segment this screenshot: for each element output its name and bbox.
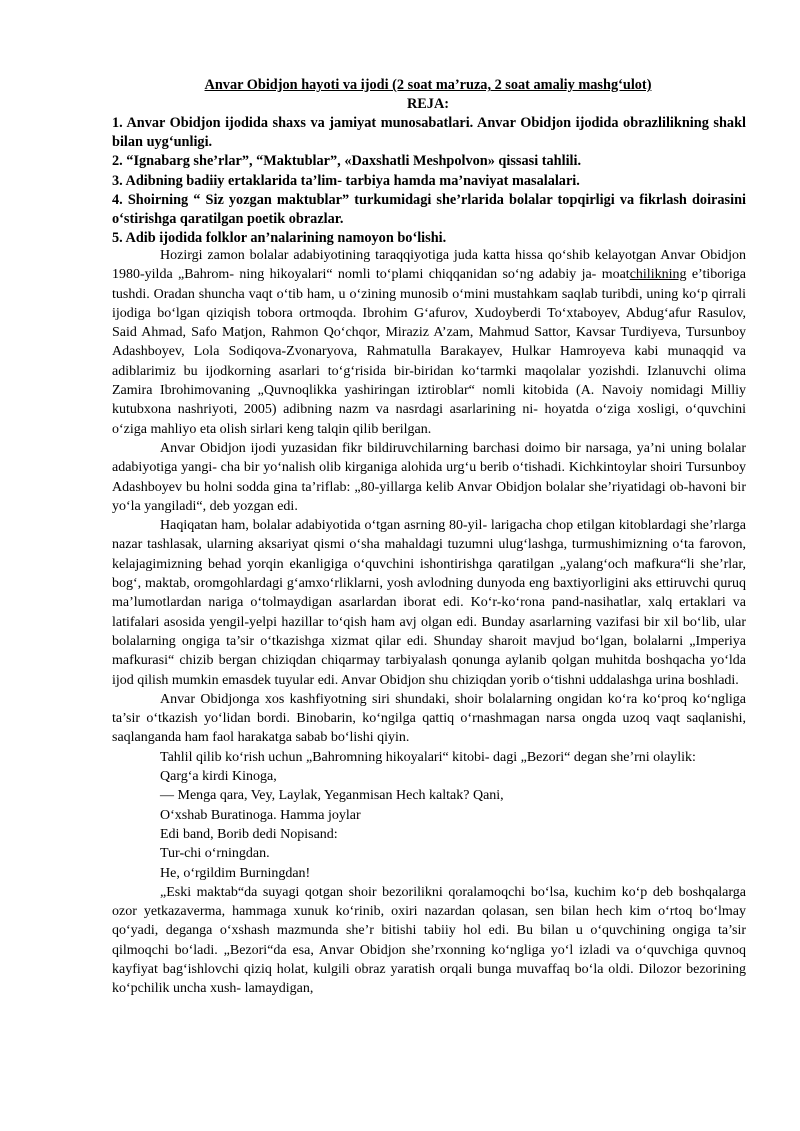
paragraph: Tahlil qilib ko‘rish uchun „Bahromning hikoyalari“ kitobi- dagi „Bezori“ degan she’rni olaylik: (160, 749, 696, 765)
paragraph: Haqiqatan ham, bolalar adabiyotida o‘tgan asrning 80-yil- larigacha chop etilgan kitoblardagi she’rlarga nazar tashlasak, ularning aksariyat qismi o‘sha mahaldagi tuzumni ulug‘lashga, turmushimizning o‘ta farovon, kelajagimizning behad yorqin ekanligiga o‘quvchini ishontirishga qaratilgan „yalang‘och mafkura“li she’rlar, bog‘, maktab, oromgohlardagi g‘amxo‘rliklarni, yosh avlodning dunyoda eng baxtiyorligini aks ettiruvchi quruq ma’lumotlardan nariga o‘tolmaydigan asarlardan iborat edi. Ko‘r-ko‘rona pand-nasihatlar, xalq ertaklari va latifalari asosida yengil-yelpi hazillar to‘qish ham avj olgan edi. Bunday asarlarning vazifasi bir xil bo‘lib, ular bolalarning ongiga ta’sir o‘tkazishga xizmat qilar edi. Shunday sharoit mavjud bo‘lgan, bolalarni „Imperiya mafkurasi“ chizib bergan chiziqdan chiqarmay tarbiyalash qonunga aylanib qolgan muhitda boshqacha yo‘lda ijod qilish mumkin emasdek tuyular edi. Anvar Obidjon shu chiziqdan yorib o‘tishni uddalashga urina boshladi. (112, 518, 746, 688)
plan-heading: REJA: (406, 96, 450, 112)
paragraph: Anvar Obidjonga xos kashfiyotning siri shundaki, shoir bolalarning ongidan ko‘ra ko‘proq ko‘ngliga ta’sir o‘tkazish yo‘lidan bordi. Binobarin, ko‘ngilga qattiq o‘rnashmagan narsa ongda uzoq vaqt saqlanishi, saqlanganda ham faol harakatga sabab bo‘lishi qiyin. (112, 691, 746, 746)
plan-item: 5. Adib ijodida folklor an’nalarining namoyon bo‘lishi. (112, 230, 447, 247)
plan-item: 4. Shoirning “ Siz yozgan maktublar” turkumidagi she’rlarida bolalar topqirligi va fikrlash doirasini o‘stirishga qaratilgan poetik obrazlar. (112, 191, 746, 228)
poem-line: — Menga qara, Vey, Laylak, Yeganmisan Hech kaltak? Qani, (160, 788, 504, 804)
paragraph: „Eski maktab“da suyagi qotgan shoir bezorilikni qoralamoqchi bo‘lsa, kuchim ko‘p deb boshqalarga ozor yetkazaverma, hammaga xunuk ko‘rinib, oxiri nazardan qolasan, sen bilan hech kim o‘rtoq bo‘lmay qo‘yadi, deganga o‘xshash mazmunda she’r bitishi tabiiy hol edi. Bu bilan u o‘quvchining ongiga ta’sir qilmoqchi bo‘ladi. „Bezori“da esa, Anvar Obidjon she’rxonning ko‘ngliga yo‘l izladi va o‘quvchiga quvnoq kayfiyat bag‘ishlovchi qiziq holat, kulgili obraz yaratish orqali bunga muvaffaq bo‘la oldi. Dilozor bezorining ko‘pchilik uncha xush- lamaydigan, (112, 884, 746, 997)
plan-list (112, 114, 746, 248)
poem-block (112, 767, 746, 883)
poem-line: He, o‘rgildim Burningdan! (160, 865, 311, 881)
body-text (112, 246, 746, 999)
plan-item: 3. Adibning badiiy ertaklarida ta’lim- tarbiya hamda ma’naviyat masalalari. (112, 172, 580, 189)
poem-line: O‘xshab Buratinoga. Hamma joylar (160, 807, 361, 823)
paragraph-text: e’tiboriga tushdi. Oradan shuncha vaqt o‘tib ham, u o‘zining munosib o‘mini mustahkam saqlab turibdi, uning ko‘p qirrali ijodiga bo‘lgan qiziqish tobora ortmoqda. Ibrohim G‘afurov, Xudoyberdi To‘xtaboyev, Abdug‘afur Rasulov, Said Ahmad, Safo Matjon, Rahmon Qo‘chqor, Miraziz A’zam, Mahmud Sattor, Kavsar Turdiyeva, Tursunboy Adashboyev, Lola Sodiqova-Zvonaryova, Rahmatulla Barakayev, Hulkar Hamroyeva kabi munaqqid va adiblarimiz bu ijodkorning asarlari to‘g‘risida bir-biridan ko‘tarmki maqolalar yozishdi. Izlanuvchi olima Zamira Ibrohimovaning „Quvnoqlikka yashiringan iztiroblar“ nomli kitobida (A. Navoiy nomidagi Milliy kutubxona nashriyoti, 2005) adibning nazm va nasrdagi asarlarining ni- hoyatda o‘ziga xosligi, o‘quvchini o‘ziga mahliyo eta olish sirlari keng talqin qilib berilgan. (112, 267, 747, 437)
plan-item: 2. “Ignabarg she’rlar”, “Maktublar”, «Daxshatli Meshpolvon» qissasi tahlili. (112, 153, 582, 170)
paragraph (112, 246, 746, 439)
paragraph: Anvar Obidjon ijodi yuzasidan fikr bildiruvchilarning barchasi doimo bir narsaga, ya’ni uning bolalar adabiyotiga yangi- cha bir yo‘nalish olib kirganiga alohida urg‘u berib o‘tishadi. Kichkintoylar shoiri Tursunboy Adashboyev bu holni sodda gina ta’riflab: „80-yillarga kelib Anvar Obidjon bolalar she’riyatidagi ob-havoni bir yo‘la yangiladi“, deb yozgan edi. (112, 440, 746, 514)
paragraph-text: Hozirgi zamon bolalar adabiyotining taraqqiyotiga juda katta hissa qo‘shib kelayotgan Anvar Obidjon 1980-yilda „Bahrom- ning hikoyalari“ nomli to‘plami chiqqanidan so‘ng adabiy ja- moat (112, 248, 746, 283)
underlined-word: chilikning (629, 267, 687, 283)
poem-line: Edi band, Borib dedi Nopisand: (160, 826, 338, 842)
plan-item: 1. Anvar Obidjon ijodida shaxs va jamiyat munosabatlari. Anvar Obidjon ijodida obrazlilikning shakl bilan uyg‘unligi. (112, 115, 746, 151)
document-title: Anvar Obidjon hayoti va ijodi (2 soat ma’ruza, 2 soat amaliy mashg‘ulot) (204, 77, 652, 93)
poem-line: Qarg‘a kirdi Kinoga, (160, 769, 277, 785)
poem-line: Tur-chi o‘rningdan. (160, 846, 270, 862)
